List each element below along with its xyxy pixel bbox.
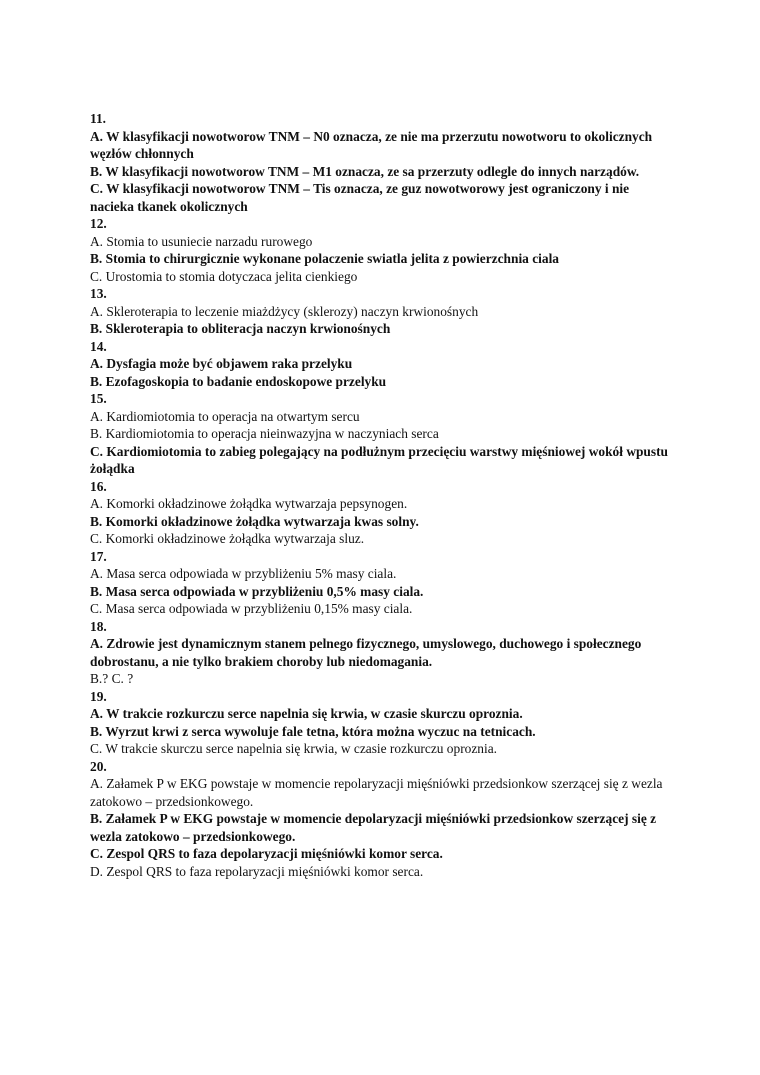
answer-option: C. W trakcie skurczu serce napelnia się krwia, w czasie rozkurczu oproznia. <box>90 741 497 756</box>
answer-correct: B. W klasyfikacji nowotworow TNM – M1 oznacza, ze sa przerzuty odlegle do innych narządów. <box>90 163 640 179</box>
question-block <box>90 338 670 391</box>
answer-correct: B. Stomia to chirurgicznie wykonane polaczenie swiatla jelita z powierzchnia ciala <box>90 251 559 266</box>
answer-correct: B. Ezofagoskopia to badanie endoskopowe przelyku <box>90 373 387 389</box>
answer-correct: B. Skleroterapia to obliteracja naczyn krwionośnych <box>90 321 391 336</box>
answer-option: A. Stomia to usuniecie narzadu rurowego <box>90 233 313 249</box>
answer-correct: C. Kardiomiotomia to zabieg polegający na podłużnym przecięciu warstwy mięśniowej wokół wpustu żołądka <box>90 443 669 476</box>
question-block <box>90 688 670 758</box>
question-number: 11. <box>90 111 106 126</box>
answer-option: D. Zespol QRS to faza repolaryzacji mięśniówki komor serca. <box>90 863 424 879</box>
answer-correct: A. Dysfagia może być objawem raka przelyku <box>90 356 353 371</box>
question-block <box>90 758 670 881</box>
answer-option: B. Kardiomiotomia to operacja nieinwazyjna w naczyniach serca <box>90 426 439 441</box>
question-block <box>90 285 670 338</box>
answer-option: B.? C. ? <box>90 671 134 686</box>
answer-option: C. Komorki okładzinowe żołądka wytwarzaja sluz. <box>90 531 365 546</box>
document-page <box>90 110 670 880</box>
answer-option: C. Masa serca odpowiada w przybliżeniu 0,15% masy ciala. <box>90 601 413 616</box>
question-block <box>90 618 670 688</box>
answer-correct: A. W klasyfikacji nowotworow TNM – N0 oznacza, ze nie ma przerzutu nowotworu to okolicznych węzłów chłonnych <box>90 128 653 161</box>
answer-option: A. Komorki okładzinowe żołądka wytwarzaja pepsynogen. <box>90 496 408 511</box>
question-number: 19. <box>90 688 107 704</box>
question-number: 12. <box>90 216 107 231</box>
answer-correct: B. Komorki okładzinowe żołądka wytwarzaja kwas solny. <box>90 513 419 529</box>
question-number: 13. <box>90 286 107 301</box>
answer-correct: A. W trakcie rozkurczu serce napelnia się krwia, w czasie skurczu oproznia. <box>90 706 523 721</box>
answer-correct: B. Masa serca odpowiada w przybliżeniu 0,5% masy ciala. <box>90 583 424 599</box>
answer-option: A. Kardiomiotomia to operacja na otwartym sercu <box>90 408 360 424</box>
answer-correct: B. Załamek P w EKG powstaje w momencie depolaryzacji mięśniówki przedsionkow szerzącej się z wezla zatokowo – przedsionkowego. <box>90 811 657 844</box>
answer-correct: B. Wyrzut krwi z serca wywoluje fale tetna, która można wyczuc na tetnicach. <box>90 723 536 739</box>
question-block <box>90 215 670 285</box>
question-number: 20. <box>90 758 107 774</box>
question-number: 17. <box>90 548 107 564</box>
question-block <box>90 548 670 618</box>
answer-option: A. Masa serca odpowiada w przybliżeniu 5% masy ciala. <box>90 566 397 581</box>
answer-option: C. Urostomia to stomia dotyczaca jelita cienkiego <box>90 268 358 284</box>
question-number: 16. <box>90 478 107 494</box>
question-number: 14. <box>90 338 107 354</box>
answer-option: A. Załamek P w EKG powstaje w momencie repolaryzacji mięśniówki przedsionkow szerzącej się z wezla zatokowo – przedsionkowego. <box>90 776 663 809</box>
question-block <box>90 390 670 478</box>
answer-correct: C. Zespol QRS to faza depolaryzacji mięśniówki komor serca. <box>90 846 443 861</box>
answer-correct: A. Zdrowie jest dynamicznym stanem pelnego fizycznego, umyslowego, duchowego i społecznego dobrostanu, a nie tylko brakiem choroby lub niedomagania. <box>90 636 642 669</box>
question-number: 18. <box>90 618 107 634</box>
answer-option: A. Skleroterapia to leczenie miażdżycy (sklerozy) naczyn krwionośnych <box>90 303 479 319</box>
question-number: 15. <box>90 391 107 406</box>
answer-correct: C. W klasyfikacji nowotworow TNM – Tis oznacza, ze guz nowotworowy jest ograniczony i nie nacieka tkanek okolicznych <box>90 181 630 214</box>
question-block <box>90 110 670 215</box>
question-list <box>90 110 670 880</box>
question-block <box>90 478 670 548</box>
